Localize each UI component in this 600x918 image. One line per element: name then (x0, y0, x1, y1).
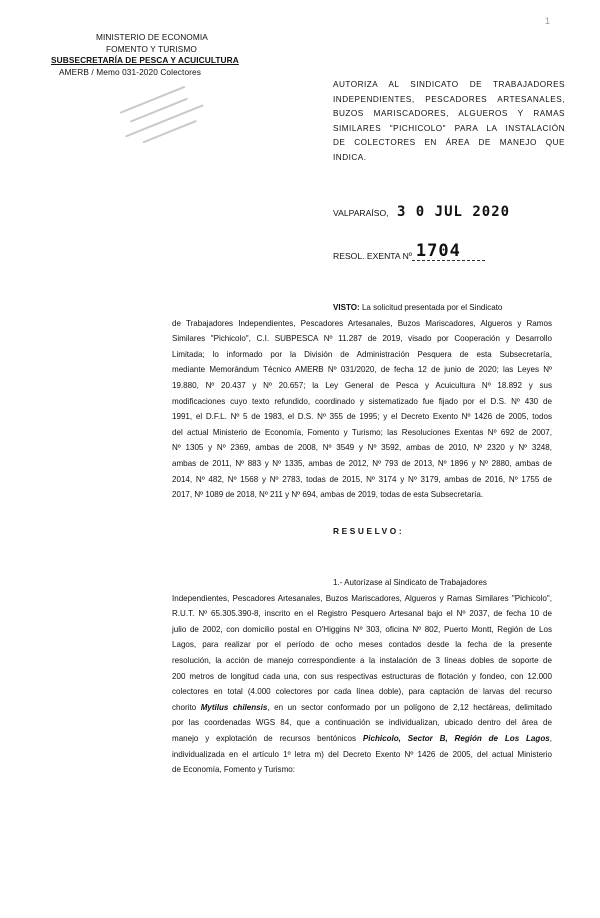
page-corner-mark: 1 (545, 16, 551, 26)
item-1-sector-line (172, 731, 552, 747)
visto-line: 19.880, Nº 20.437 y Nº 20.657; la Ley General de Pesca y Acuicultura Nº 18.892 y sus (172, 380, 552, 390)
species-name: Mytilus chilensis (200, 702, 268, 712)
item-1-line: resolución, la acción de manejo correspondiente a la instalación de 3 líneas dobles de soporte de (172, 655, 552, 665)
item-1-text: , en un sector conformado por un polígono de 2,12 hectáreas, delimitado (267, 702, 552, 712)
item-1-text: chorito (172, 702, 197, 712)
visto-line: mediante Memorándum Técnico AMERB Nº 031/2020, de fecha 12 de junio de 2020; las Leyes Nº (172, 365, 552, 375)
visto-line: 1991, el D.F.L. Nº 5 de 1983, el D.S. Nº 355 de 1995; y el Decreto Exento Nº 1426 de 2005, todos (172, 412, 552, 422)
resolution-number-line (333, 241, 485, 261)
visto-label: VISTO: (333, 303, 360, 312)
item-1-text: , (549, 733, 552, 743)
item-1-line: Independientes, Pescadores Artesanales, Buzos Mariscadores, Algueros y Ramas Similares "Pichicolo", (172, 593, 552, 603)
ministry-line-2: FOMENTO Y TURISMO (106, 43, 197, 54)
place: VALPARAÍSO, (333, 208, 389, 218)
subject-line: BUZOS MARISCADORES, ALGUEROS Y RAMAS (333, 109, 565, 119)
visto-line: Limitada; lo informado por la División de Administración Pesquera de esta Subsecretaría, (172, 349, 552, 359)
resuelvo-heading: RESUELVO: (333, 526, 405, 536)
visto-line: 2014, Nº 482, Nº 1568 y Nº 2783, todas de 2015, Nº 3174 y Nº 3179, ambas de 2016, Nº 1755 de (172, 474, 552, 484)
visto-line: ambas de 2011, Nº 883 y Nº 1335, ambas de 2012, Nº 793 de 2013, Nº 1896 y Nº 2880, ambas de (172, 458, 552, 468)
visto-line: La solicitud presentada por el Sindicato (361, 303, 503, 312)
faded-stamp (113, 70, 223, 158)
visto-line: del actual Ministerio de Economía, Fomento y Turismo; las Resoluciones Exentas Nº 692 de 2007, (172, 427, 552, 437)
visto-line: modificaciones cuyo texto refundido, coordinado y sistematizado fue fijado por el D.S. Nº 430 de (172, 396, 552, 406)
dateline (333, 204, 510, 220)
item-1-line: colectores en total (4.000 colectores por cada línea doble), para captación de larvas del recurso (172, 687, 552, 697)
visto-line: 2017, Nº 1089 de 2018, Nº 211 y Nº 694, ambas de 2019, todas de esta Subsecretaría. (172, 490, 484, 500)
item-1-text: manejo y explotación de recursos bentónicos (172, 733, 357, 743)
item-1-line: julio de 2002, con domicilio postal en O'Higgins Nº 303, oficina Nº 802, Puerto Montt, Región de Los (172, 624, 552, 634)
sector-name: Pichicolo, Sector B, Región de Los Lagos (362, 733, 550, 743)
subject-line: SIMILARES "PICHICOLO" PARA LA INSTALACIÓN (333, 123, 565, 133)
item-1-lead: 1.- Autorízase al Sindicato de Trabajadores (333, 578, 487, 587)
visto-line: Similares "Pichicolo", C.I. SUBPESCA Nº 11.287 de 2019, visado por Cooperación y Desarrollo (172, 334, 552, 344)
subject-line: AUTORIZA AL SINDICATO DE TRABAJADORES (333, 80, 565, 89)
resolution-subject (333, 78, 565, 166)
item-1-line: por las coordenadas WGS 84, que a continuación se individualizan, ubicado dentro del área de (172, 718, 552, 728)
subject-line: DE COLECTORES EN ÁREA DE MANEJO QUE (333, 138, 565, 148)
subsecretaria-line: SUBSECRETARÍA DE PESCA Y ACUICULTURA (51, 55, 239, 65)
document-header (48, 32, 239, 78)
item-1-line: R.U.T. Nº 65.305.390-8, inscrito en el Registro Pesquero Artesanal bajo el Nº 2037, de fecha 10 de (172, 609, 552, 619)
item-1-line: Lagos, para realizar por el período de ocho meses contados desde la fecha de la presente (172, 640, 552, 650)
visto-paragraph (172, 300, 552, 503)
item-1-line: de Economía, Fomento y Turismo: (172, 765, 295, 775)
item-1-line: individualizada en el artículo 1º letra m) del Decreto Exento Nº 1426 de 2005, del actual Ministerio (172, 749, 552, 759)
ministry-line-1: MINISTERIO DE ECONOMIA (96, 32, 208, 42)
visto-line: Nº 1305 y Nº 2369, ambas de 2008, Nº 3549 y Nº 3592, ambas de 2010, Nº 2320 y Nº 3248, (172, 443, 552, 453)
resolution-number: 1704 (415, 241, 461, 261)
resolution-label: RESOL. EXENTA Nº (333, 251, 412, 261)
item-1-line: 200 metros de longitud cada una, con sus respectivas estructuras de flotación y fondeo, con 12.000 (172, 671, 552, 681)
memo-reference: AMERB / Memo 031-2020 Colectores (59, 66, 202, 77)
subject-line: INDEPENDIENTES, PESCADORES ARTESANALES, (333, 94, 565, 104)
item-1-species-line (172, 700, 552, 716)
resuelvo-item-1 (172, 575, 552, 778)
stamped-date: 3 0 JUL 2020 (396, 204, 511, 220)
visto-line: de Trabajadores Independientes, Pescadores Artesanales, Buzos Mariscadores, Algueros y Ramos (172, 318, 552, 328)
subject-line: INDICA. (333, 152, 367, 162)
